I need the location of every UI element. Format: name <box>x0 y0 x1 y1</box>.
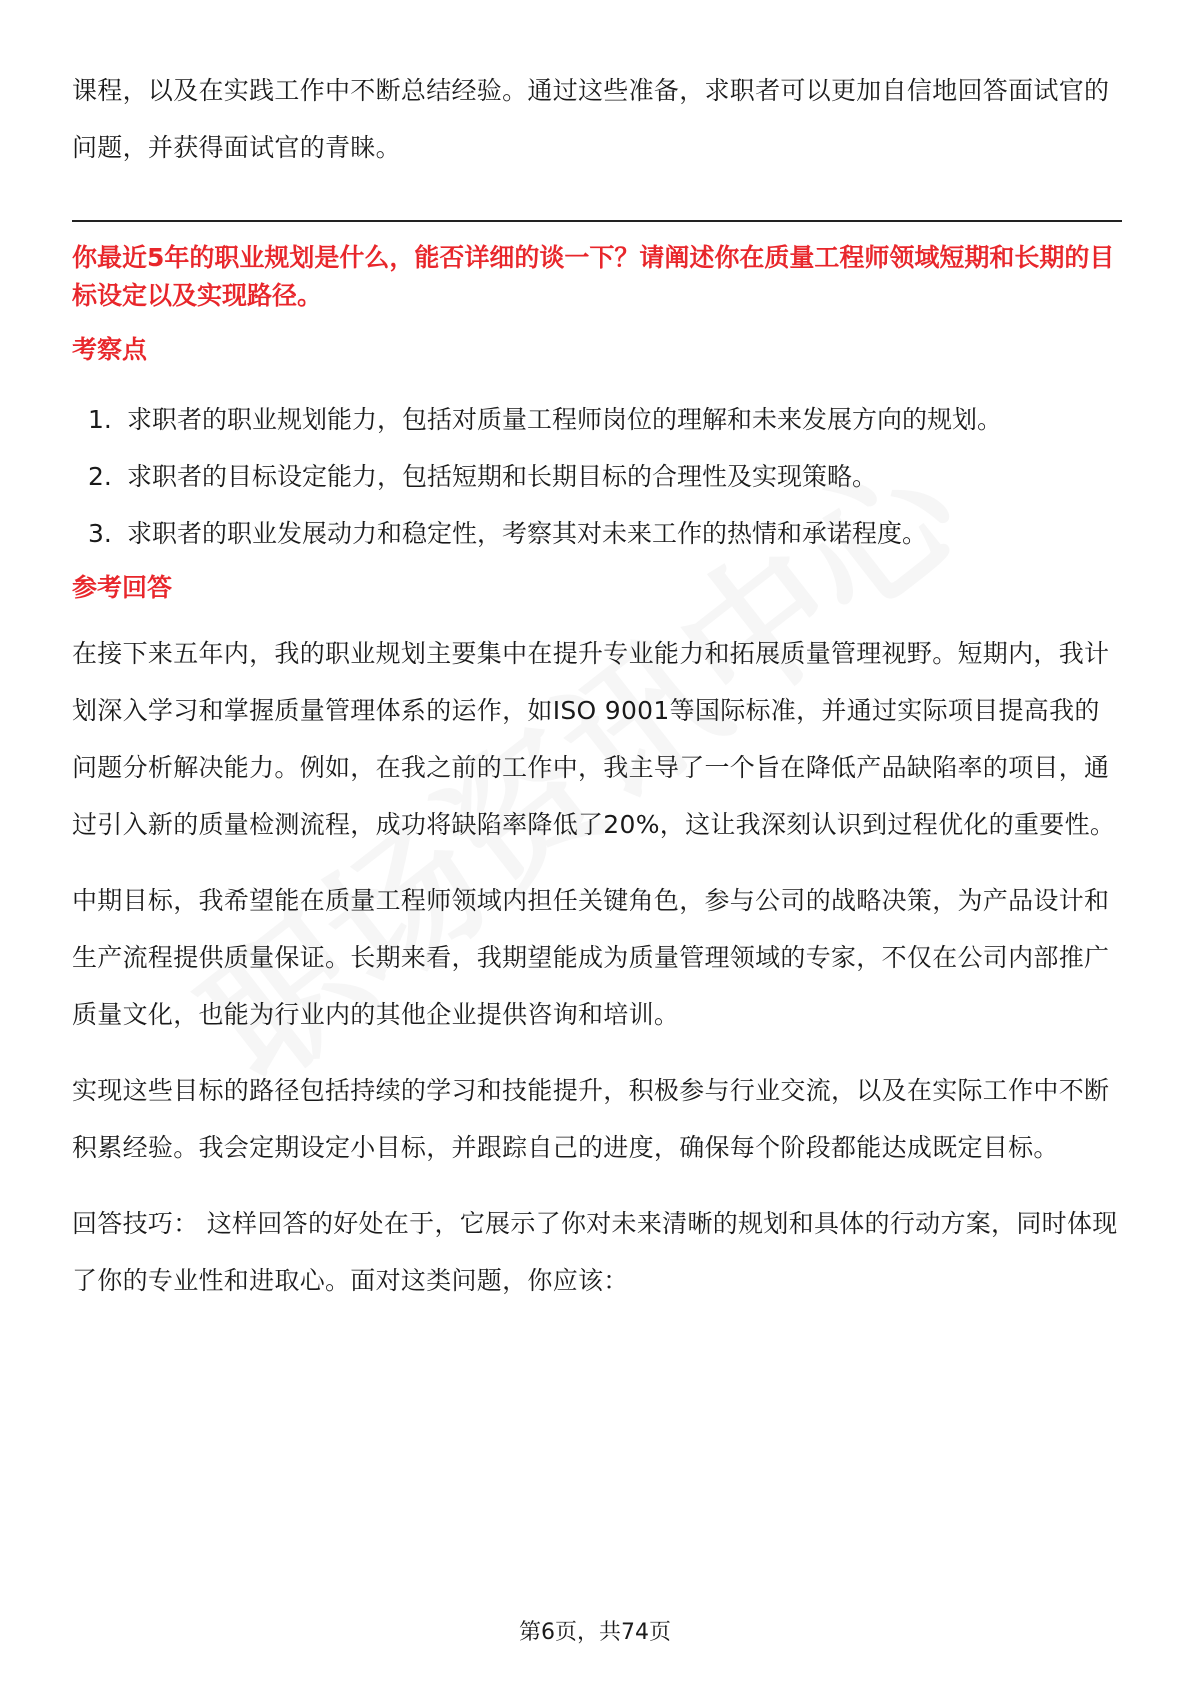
page-number-footer: 第6页，共74页 <box>519 1620 671 1645</box>
answer-paragraph: 中期目标，我希望能在质量工程师领域内担任关键角色，参与公司的战略决策，为产品设计和生产流程提供质量保证。长期来看，我期望能成为质量管理领域的专家，不仅在公司内部推广质量文化，也能为行业内的其他企业提供咨询和培训。 <box>72 886 1110 1029</box>
answer-paragraph: 实现这些目标的路径包括持续的学习和技能提升，积极参与行业交流，以及在实际工作中不断积累经验。我会定期设定小目标，并跟踪自己的进度，确保每个阶段都能达成既定目标。 <box>72 1076 1110 1162</box>
answer-heading: 参考回答 <box>72 573 173 602</box>
answer-tip-paragraph: 回答技巧： 这样回答的好处在于，它展示了你对未来清晰的规划和具体的行动方案，同时体现了你的专业性和进取心。面对这类问题，你应该： <box>72 1209 1118 1295</box>
section-divider <box>72 220 1122 222</box>
list-item-number: 3. <box>88 519 112 548</box>
list-item <box>72 448 1122 505</box>
list-item <box>72 391 1122 448</box>
points-heading: 考察点 <box>72 335 148 364</box>
list-item-text: 求职者的职业发展动力和稳定性，考察其对未来工作的热情和承诺程度。 <box>127 519 928 548</box>
answer-paragraph: 在接下来五年内，我的职业规划主要集中在提升专业能力和拓展质量管理视野。短期内，我计划深入学习和掌握质量管理体系的运作，如ISO 9001等国际标准，并通过实际项目提高我的问题分析解决能力。例如，在我之前的工作中，我主导了一个旨在降低产品缺陷率的项目，通过引入新的质量检测流程，成功将缺陷率降低了20%，这让我深刻认识到过程优化的重要性。 <box>72 639 1116 839</box>
intro-paragraph: 课程，以及在实践工作中不断总结经验。通过这些准备，求职者可以更加自信地回答面试官的问题，并获得面试官的青睐。 <box>72 76 1110 162</box>
list-item <box>72 505 1122 562</box>
list-item-number: 2. <box>88 462 112 491</box>
list-item-text: 求职者的职业规划能力，包括对质量工程师岗位的理解和未来发展方向的规划。 <box>127 405 1003 434</box>
points-list <box>72 391 1122 562</box>
list-item-number: 1. <box>88 405 112 434</box>
question-heading: 你最近5年的职业规划是什么，能否详细的谈一下？请阐述你在质量工程师领域短期和长期的目标设定以及实现路径。 <box>72 243 1115 310</box>
page-content <box>72 62 1122 1309</box>
list-item-text: 求职者的目标设定能力，包括短期和长期目标的合理性及实现策略。 <box>127 462 878 491</box>
